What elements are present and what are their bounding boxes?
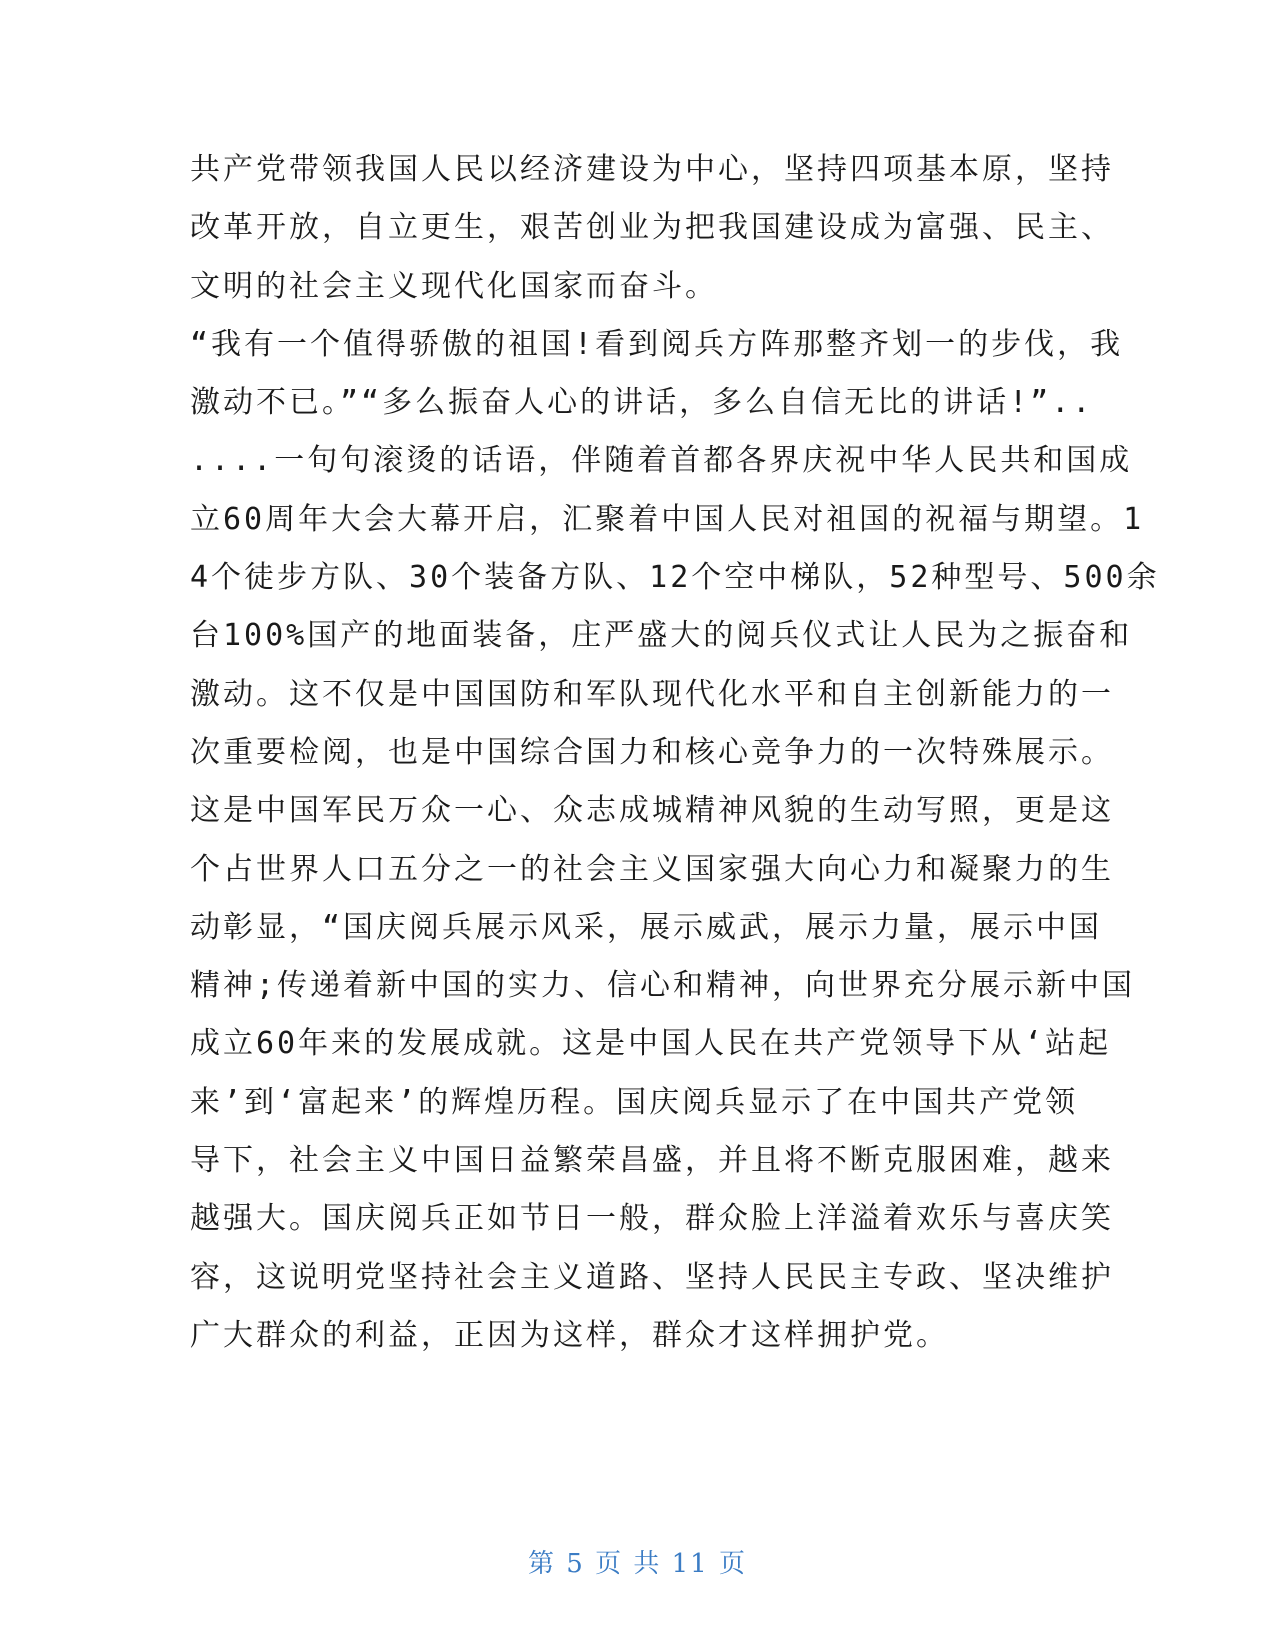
text-line: 来’到‘富起来’的辉煌历程。国庆阅兵显示了在中国共产党领 <box>190 1084 1079 1120</box>
text-line: 动彰显，“国庆阅兵展示风采，展示威武，展示力量，展示中国 <box>190 909 1103 945</box>
text-line: “我有一个值得骄傲的祖国!看到阅兵方阵那整齐划一的步伐，我 <box>190 326 1124 362</box>
text-line: 个占世界人口五分之一的社会主义国家强大向心力和凝聚力的生 <box>190 851 1114 887</box>
text-line: 这是中国军民万众一心、众志成城精神风貌的生动写照，更是这 <box>190 793 1114 829</box>
text-line: 成立60年来的发展成就。这是中国人民在共产党领导下从‘站起 <box>190 1026 1112 1062</box>
text-line: 次重要检阅，也是中国综合国力和核心竞争力的一次特殊展示。 <box>190 734 1114 770</box>
document-body <box>190 141 1160 1365</box>
text-line: 激动不已。”“多么振奋人心的讲话，多么自信无比的讲话!”.. <box>190 385 1094 421</box>
text-line: 容，这说明党坚持社会主义道路、坚持人民民主专政、坚决维护 <box>190 1259 1114 1295</box>
text-line: 激动。这不仅是中国国防和军队现代化水平和自主创新能力的一 <box>190 676 1114 712</box>
text-line: 导下，社会主义中国日益繁荣昌盛，并且将不断克服困难，越来 <box>190 1143 1114 1179</box>
text-line: ....一句句滚烫的话语，伴随着首都各界庆祝中华人民共和国成 <box>190 443 1133 479</box>
text-line: 改革开放，自立更生，艰苦创业为把我国建设成为富强、民主、 <box>190 210 1114 246</box>
text-line: 越强大。国庆阅兵正如节日一般，群众脸上洋溢着欢乐与喜庆笑 <box>190 1201 1114 1237</box>
text-line: 文明的社会主义现代化国家而奋斗。 <box>190 268 718 304</box>
text-line: 立60周年大会大幕开启，汇聚着中国人民对祖国的祝福与期望。1 <box>190 501 1145 537</box>
text-line: 台100%国产的地面装备，庄严盛大的阅兵仪式让人民为之振奋和 <box>190 618 1133 654</box>
text-line: 广大群众的利益，正因为这样，群众才这样拥护党。 <box>190 1317 949 1353</box>
page-number-footer: 第 5 页 共 11 页 <box>528 1549 747 1579</box>
text-line: 共产党带领我国人民以经济建设为中心，坚持四项基本原，坚持 <box>190 152 1114 187</box>
text-line: 4个徒步方队、30个装备方队、12个空中梯队，52种型号、500余 <box>190 560 1160 596</box>
text-line: 精神;传递着新中国的实力、信心和精神，向世界充分展示新中国 <box>190 968 1136 1004</box>
